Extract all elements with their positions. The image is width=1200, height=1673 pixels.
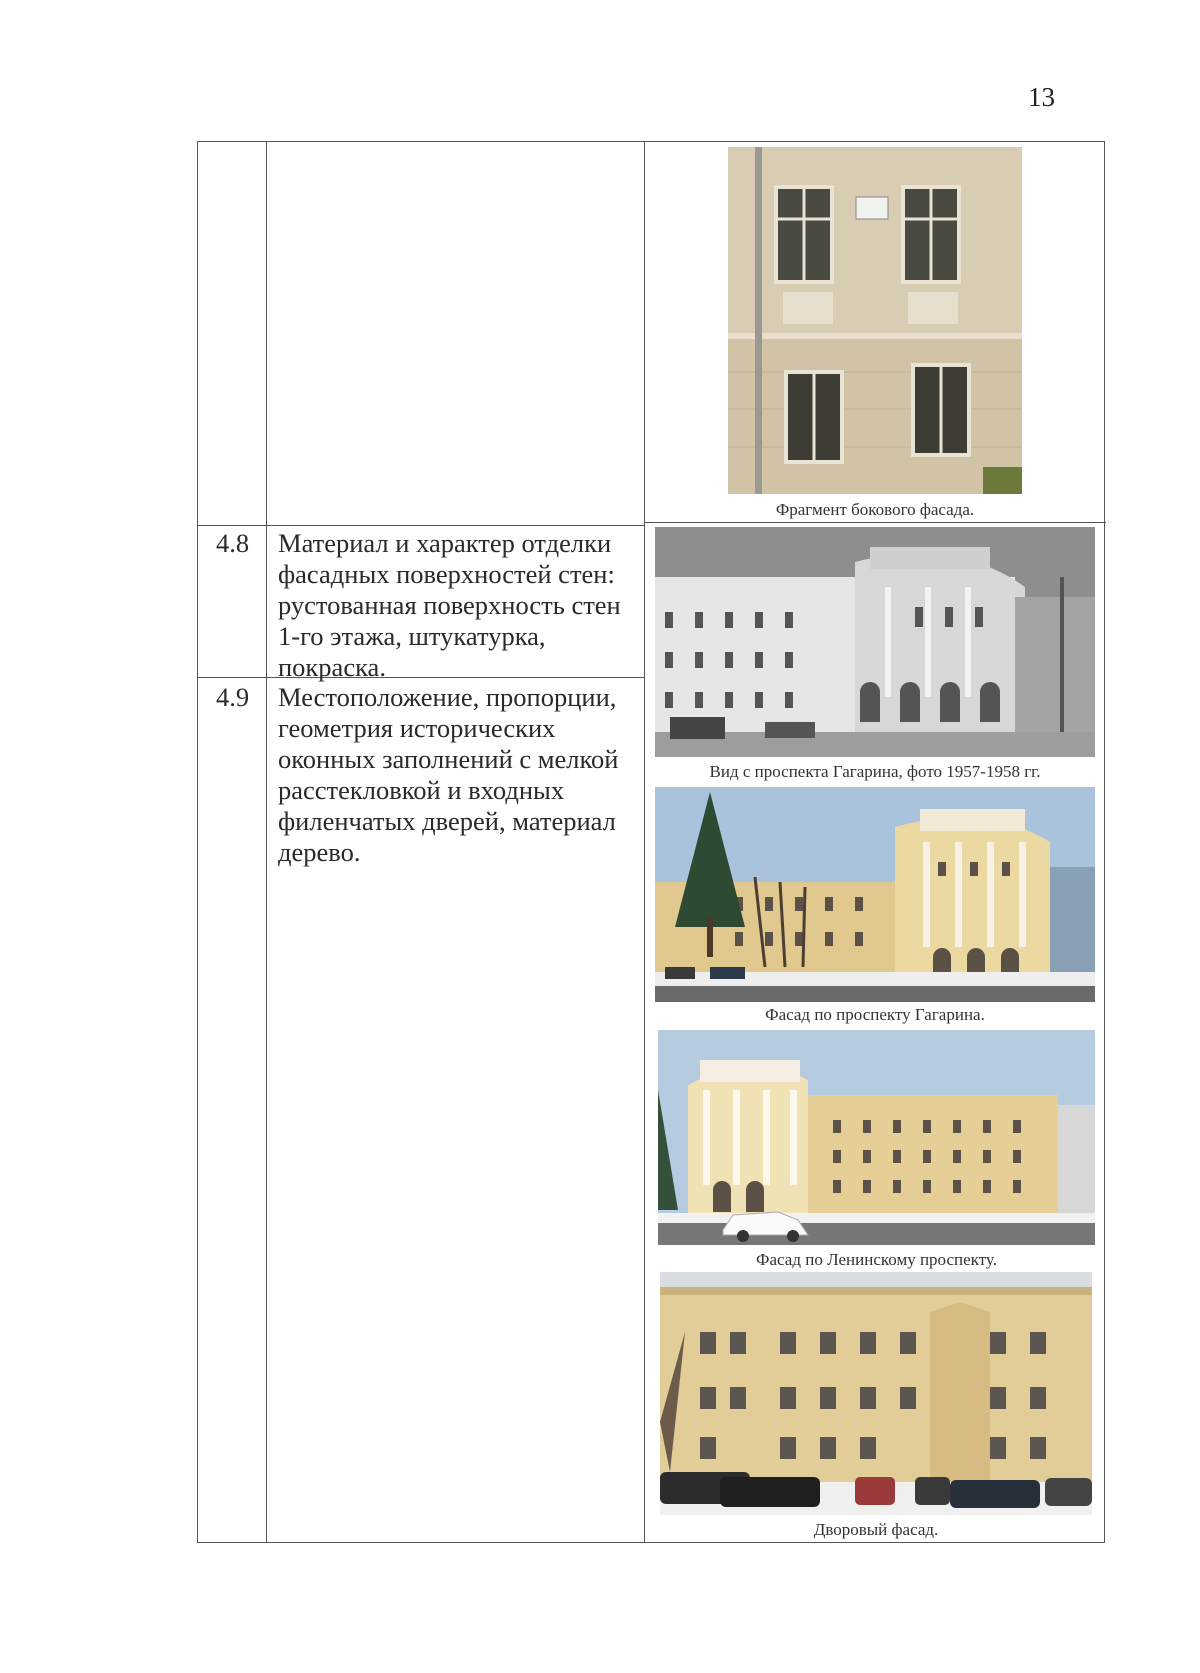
photo-side-facade-fragment [728, 147, 1022, 494]
photo-caption-side-facade: Фрагмент бокового фасада. [775, 500, 975, 519]
photo-leninsky-facade [658, 1030, 1095, 1245]
photo-caption-courtyard: Дворовый фасад. [813, 1520, 939, 1539]
photo-courtyard-facade [660, 1272, 1092, 1515]
column-divider-number [266, 142, 267, 1542]
row-number-4-9: 4.9 [216, 682, 250, 712]
photo-gagarin-facade [655, 787, 1095, 1002]
row-divider-4-8 [198, 525, 644, 526]
row-text-4-8: Материал и характер отделки фасадных поверхностей стен: рустованная поверхность стен 1-го этажа, штукатурка, покраска. [278, 528, 621, 682]
photo-caption-gagarin: Фасад по проспекту Гагарина. [765, 1005, 985, 1024]
row-number-4-8: 4.8 [216, 528, 250, 558]
page-number: 13 [1028, 82, 1055, 112]
column-divider-photo [644, 142, 645, 1542]
photo-historical-1957 [655, 527, 1095, 757]
photo-caption-historical: Вид с проспекта Гагарина, фото 1957-1958 гг. [709, 762, 1041, 781]
photo-caption-leninsky: Фасад по Ленинскому проспекту. [756, 1250, 997, 1269]
row-divider-photo [644, 522, 1106, 523]
row-text-4-9: Местоположение, пропорции, геометрия исторических оконных заполнений с мелкой расстекловкой и входных филенчатых дверей, материал дерево. [278, 682, 619, 867]
